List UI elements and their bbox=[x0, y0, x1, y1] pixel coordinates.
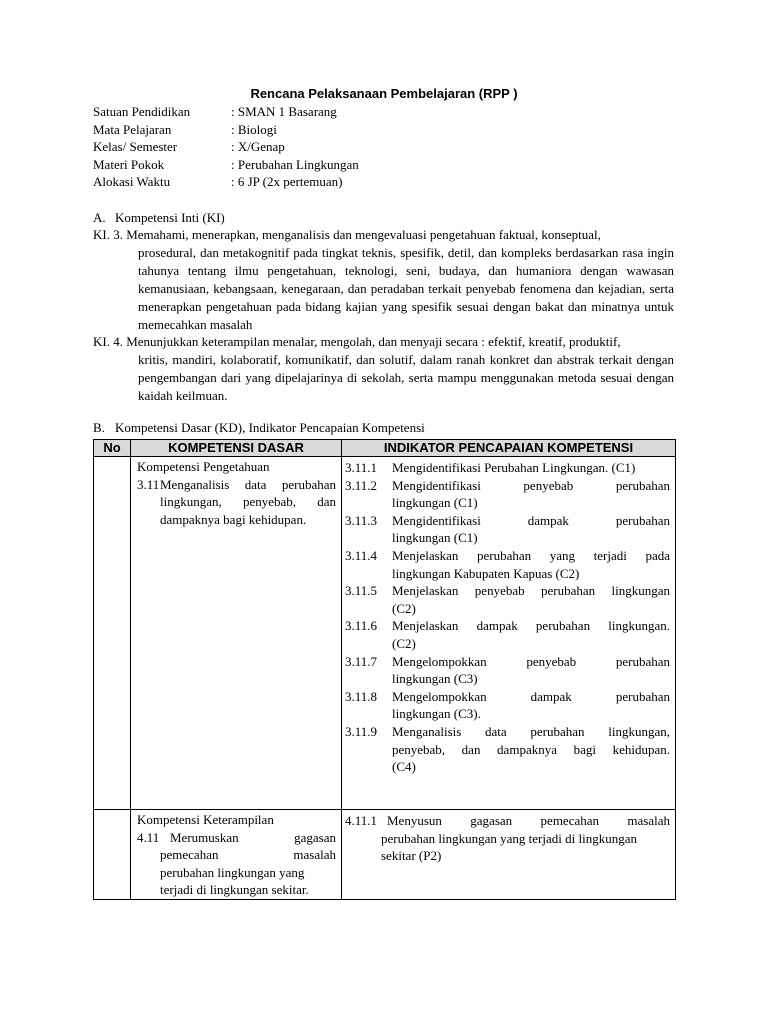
kd-heading: Kompetensi Pengetahuan bbox=[137, 459, 270, 474]
indicator-item: 3.11.3 Mengidentifikasi dampak perubahan lingkungan (C1) bbox=[345, 512, 670, 546]
indicator-item: 3.11.8 Mengelompokkan dampak perubahan lingkungan (C3). bbox=[345, 688, 670, 722]
table-header-row bbox=[94, 440, 676, 457]
kd-indicator-table bbox=[93, 439, 676, 900]
indicator-item: 4.11.1 Menyusun gagasan pemecahan masalah bbox=[345, 813, 670, 828]
indicator-item: 3.11.4 Menjelaskan perubahan yang terjadi pada lingkungan Kabupaten Kapuas (C2) bbox=[345, 547, 670, 581]
header-indikator: INDIKATOR PENCAPAIAN KOMPETENSI bbox=[342, 440, 676, 457]
document-title: Rencana Pelaksanaan Pembelajaran (RPP ) bbox=[250, 86, 518, 101]
meta-row-satuan: Satuan Pendidikan : SMAN 1 Basarang bbox=[93, 104, 337, 119]
kd-cell-pengetahuan: Kompetensi Pengetahuan 3.11 Menganalisis data perubahan lingkungan, penyebab, dan dampaknya bagi kehidupan. bbox=[131, 457, 342, 810]
indicator-cell-keterampilan: 4.11.1 Menyusun gagasan pemecahan masalah perubahan lingkungan yang terjadi di lingkungan sekitar (P2) bbox=[342, 810, 676, 900]
section-a-heading: A. Kompetensi Inti (KI) bbox=[93, 210, 225, 225]
table-row-keterampilan bbox=[94, 810, 676, 900]
ki4-paragraph: KI. 4. Menunjukkan keterampilan menalar, mengolah, dan menyaji secara : efektif, kreatif, produktif, kritis, mandiri, kolaboratif, komunikatif, dan solutif, dalam ranah konkret dan abstrak terkait dengan pengembangan dari yang dipelajarinya di sekolah, serta mampu menggunakan metoda sesuai dengan kaidah keilmuan. bbox=[93, 334, 674, 403]
indicator-item: 3.11.1 Mengidentifikasi Perubahan Lingkungan. (C1) bbox=[345, 460, 636, 475]
indicator-item: 3.11.2 Mengidentifikasi penyebab perubahan lingkungan (C1) bbox=[345, 477, 670, 511]
kd-cell-keterampilan: Kompetensi Keterampilan 4.11 Merumuskan gagasan pemecahan masalah perubahan lingkungan yang terjadi di lingkungan sekitar. bbox=[131, 810, 342, 900]
kd-heading: Kompetensi Keterampilan bbox=[137, 812, 274, 827]
indicator-item: 3.11.5 Menjelaskan penyebab perubahan lingkungan (C2) bbox=[345, 583, 670, 616]
no-cell bbox=[94, 457, 131, 810]
indicator-item: 3.11.7 Mengelompokkan penyebab perubahan lingkungan (C3) bbox=[345, 653, 670, 687]
kd-item-4-11: 4.11 Merumuskan gagasan bbox=[137, 829, 336, 845]
meta-row-materi: Materi Pokok : Perubahan Lingkungan bbox=[93, 156, 359, 172]
table-row-pengetahuan bbox=[94, 457, 676, 810]
indicator-cell-pengetahuan bbox=[342, 457, 676, 810]
meta-row-mapel: Mata Pelajaran : Biologi bbox=[93, 121, 277, 137]
ki3-paragraph: KI. 3. Memahami, menerapkan, menganalisis dan mengevaluasi pengetahuan faktual, konseptual, prosedural, dan metakognitif pada tingkat teknis, spesifik, detil, dan kompleks berdasarkan rasa ingin tahunya tentang ilmu pengetahuan, teknologi, seni, budaya, dan humaniora dengan wawasan kemanusiaan, kebangsaan, kenegaraan, dan peradaban terkait penyebab fenomena dan kejadian, serta menerapkan pengetahuan pada bidang kajian yang spesifik sesuai dengan bakat dan minatnya untuk memecahkan masalah bbox=[93, 227, 674, 332]
identity-block bbox=[93, 103, 359, 191]
no-cell bbox=[94, 810, 131, 900]
section-b-heading: B. Kompetensi Dasar (KD), Indikator Pencapaian Kompetensi bbox=[93, 420, 425, 435]
meta-row-kelas: Kelas/ Semester : X/Genap bbox=[93, 139, 285, 154]
header-no: No bbox=[94, 440, 131, 457]
indicator-item: 3.11.6 Menjelaskan dampak perubahan lingkungan. (C2) bbox=[345, 618, 670, 651]
indicator-item: 3.11.9 Menganalisis data perubahan lingkungan, penyebab, dan dampaknya bagi kehidupan. (C4) bbox=[345, 723, 670, 775]
kd-item-3-11: 3.11 Menganalisis data perubahan bbox=[137, 476, 336, 492]
meta-row-alokasi: Alokasi Waktu : 6 JP (2x pertemuan) bbox=[93, 174, 343, 189]
header-kompetensi-dasar: KOMPETENSI DASAR bbox=[131, 440, 342, 457]
